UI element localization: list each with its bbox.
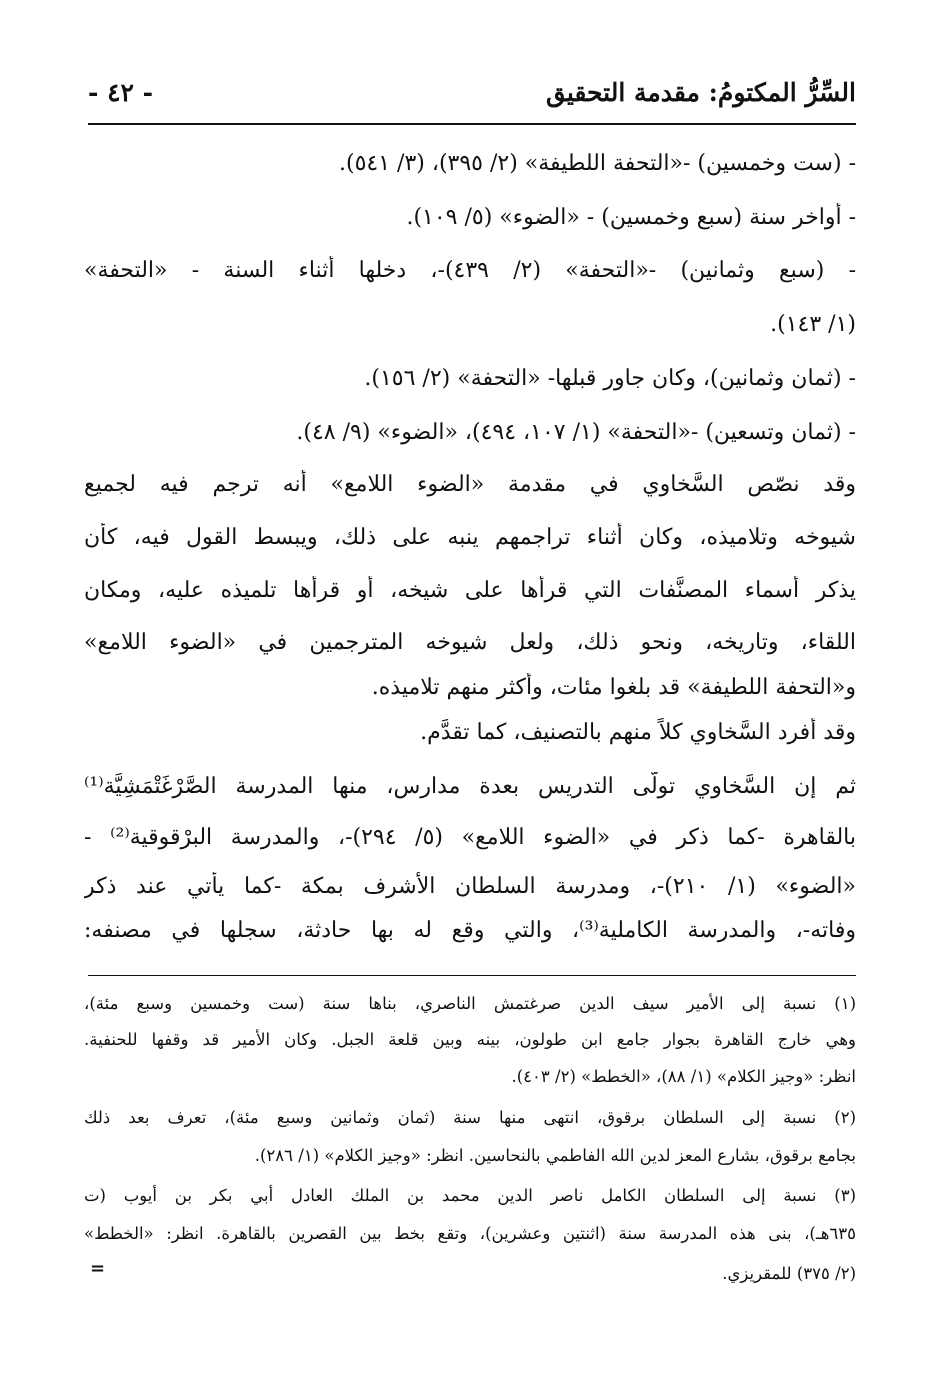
list-item: - (ثمان وثمانين)، وكان جاور قبلها- «التحفة» (٢/ ١٥٦). bbox=[364, 366, 856, 391]
body-line: اللقاء، وتاريخه، ونحو ذلك، ولعل شيوخه المترجمين في «الضوء اللامع» bbox=[84, 630, 856, 655]
body-line: ثم إن السَّخاوي تولَّى التدريس بعدة مدارس، منها المدرسة الصَّرْغَتْمَشِيَّة⁽¹⁾ bbox=[84, 774, 856, 799]
list-item: - (ست وخمسين) -«التحفة اللطيفة» (٢/ ٣٩٥)، (٣/ ٥٤١). bbox=[339, 151, 856, 176]
header-rule bbox=[88, 123, 856, 125]
footnote-line: ٦٣٥هـ)، بنى هذه المدرسة سنة (اثنتين وعشرين)، وتقع بخط بين القصرين بالقاهرة. انظر: «الخطط» bbox=[84, 1224, 856, 1243]
page-header bbox=[88, 78, 856, 118]
continuation-mark: = bbox=[90, 1258, 106, 1279]
list-item-continuation: (١/ ١٤٣). bbox=[770, 312, 856, 337]
body-line: وقد نصّص السَّخاوي في مقدمة «الضوء اللامع» أنه ترجم فيه لجميع bbox=[84, 472, 856, 497]
list-item: - أواخر سنة (سبع وخمسين) - «الضوء» (٥/ ١٠٩). bbox=[406, 205, 856, 230]
body-line: يذكر أسماء المصنَّفات التي قرأها على شيخه، أو قرأها تلميذه عليه، ومكان bbox=[84, 578, 856, 603]
body-line: وقد أفرد السَّخاوي كلاً منهم بالتصنيف، كما تقدَّم. bbox=[420, 720, 856, 745]
footnote-line: انظر: «وجيز الكلام» (١/ ٨٨)، «الخطط» (٢/ ٤٠٣). bbox=[511, 1067, 856, 1086]
list-item: - (ثمان وتسعين) -«التحفة» (١/ ١٠٧، ٤٩٤)، «الضوء» (٩/ ٤٨). bbox=[296, 420, 856, 445]
body-line: وفاته-، والمدرسة الكاملية⁽³⁾، والتي وقع له بها حادثة، سجلها في مصنفه: bbox=[84, 918, 856, 943]
body-line: و«التحفة اللطيفة» قد بلغوا مئات، وأكثر منهم تلاميذه. bbox=[371, 675, 856, 700]
body-line: شيوخه وتلاميذه، وكان أثناء تراجمهم ينبه على ذلك، ويبسط القول فيه، كأن bbox=[84, 525, 856, 550]
footnote-line: (٢/ ٣٧٥) للمقريزي. bbox=[722, 1264, 856, 1283]
footnote-rule bbox=[88, 975, 856, 976]
body-line: «الضوء» (١/ ٢١٠)-، ومدرسة السلطان الأشرف بمكة -كما يأتي عند ذكر bbox=[84, 874, 856, 899]
body-line: بالقاهرة -كما ذكر في «الضوء اللامع» (٥/ ٢٩٤)-، والمدرسة البرْقوقية⁽²⁾ - bbox=[84, 825, 856, 850]
footnote-line: (١) نسبة إلى الأمير سيف الدين صرغتمش الناصري، بناها سنة (ست وخمسين وسبع مئة)، bbox=[84, 994, 856, 1013]
footnote-line: بجامع برقوق، بشارع المعز لدين الله الفاطمي بالنحاسين. انظر: «وجيز الكلام» (١/ ٢٨٦). bbox=[254, 1146, 856, 1165]
footnote-line: وهي خارج القاهرة بجوار جامع ابن طولون، بينه وبين قلعة الجبل. وكان الأمير قد وقفها للحنفية. bbox=[84, 1030, 856, 1049]
footnote-line: (٣) نسبة إلى السلطان الكامل ناصر الدين محمد بن الملك العادل أبي بكر بن أيوب (ت bbox=[84, 1186, 856, 1205]
running-title: السِّرُّ المكتومُ: مقدمة التحقيق bbox=[546, 78, 856, 107]
footnote-line: (٢) نسبة إلى السلطان برقوق، انتهى منها سنة (ثمان وثمانين وسبع مئة)، تعرف بعد ذلك bbox=[84, 1108, 856, 1127]
list-item: - (سبع وثمانين) -«التحفة» (٢/ ٤٣٩)-، دخلها أثناء السنة - «التحفة» bbox=[84, 258, 856, 283]
page-number: - ٤٢ - bbox=[88, 78, 154, 107]
